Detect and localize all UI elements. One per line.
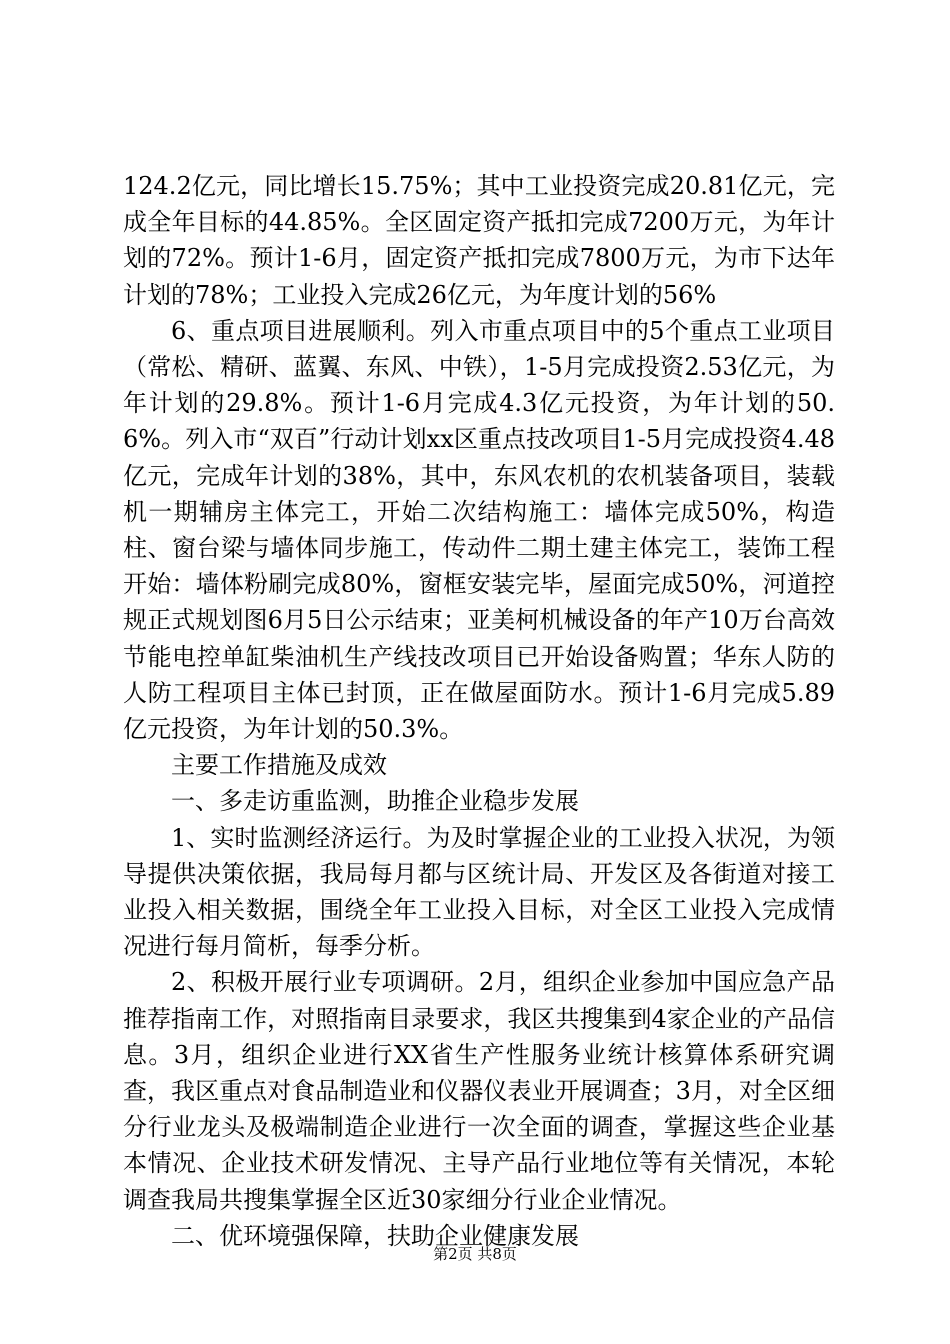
paragraph: 1、实时监测经济运行。为及时掌握企业的工业投入状况，为领导提供决策依据，我局每月都与区统计局、开发区及各街道对接工业投入相关数据，围绕全年工业投入目标，对全区工业投入完成情况进行每月简析，每季分析。 [123, 823, 835, 961]
document-body [123, 168, 835, 1254]
page-number: 第2页 共8页 [433, 1245, 517, 1263]
section-heading: 一、多走访重监测，助推企业稳步发展 [171, 787, 579, 816]
section-heading: 二、优环境强保障，扶助企业健康发展 [171, 1221, 579, 1250]
paragraph: 6、重点项目进展顺利。列入市重点项目中的5个重点工业项目（常松、精研、蓝翼、东风、中铁），1-5月完成投资2.53亿元，为年计划的29.8%。预计1-6月完成4.3亿元投资，为年计划的50.6%。列入市“双百”行动计划xx区重点技改项目1-5月完成投资4.48亿元，完成年计划的38%，其中，东风农机的农机装备项目，装载机一期辅房主体完工，开始二次结构施工：墙体完成50%，构造柱、窗台梁与墙体同步施工，传动件二期土建主体完工，装饰工程开始：墙体粉刷完成80%，窗框安装完毕，屋面完成50%，河道控规正式规划图6月5日公示结束；亚美柯机械设备的年产10万台高效节能电控单缸柴油机生产线技改项目已开始设备购置；华东人防的人防工程项目主体已封顶，正在做屋面防水。预计1-6月完成5.89亿元投资，为年计划的50.3%。 [123, 316, 835, 744]
section-heading: 主要工作措施及成效 [171, 751, 387, 780]
paragraph: 2、积极开展行业专项调研。2月，组织企业参加中国应急产品推荐指南工作，对照指南目录要求，我区共搜集到4家企业的产品信息。3月，组织企业进行XX省生产性服务业统计核算体系研究调查，我区重点对食品制造业和仪器仪表业开展调查；3月，对全区细分行业龙头及极端制造企业进行一次全面的调查，掌握这些企业基本情况、企业技术研发情况、主导产品行业地位等有关情况，本轮调查我局共搜集掌握全区近30家细分行业企业情况。 [123, 968, 835, 1214]
paragraph: 124.2亿元，同比增长15.75%；其中工业投资完成20.81亿元，完成全年目标的44.85%。全区固定资产抵扣完成7200万元，为年计划的72%。预计1-6月，固定资产抵扣完成7800万元，为市下达年计划的78%；工业投入完成26亿元，为年度计划的56% [123, 172, 835, 309]
